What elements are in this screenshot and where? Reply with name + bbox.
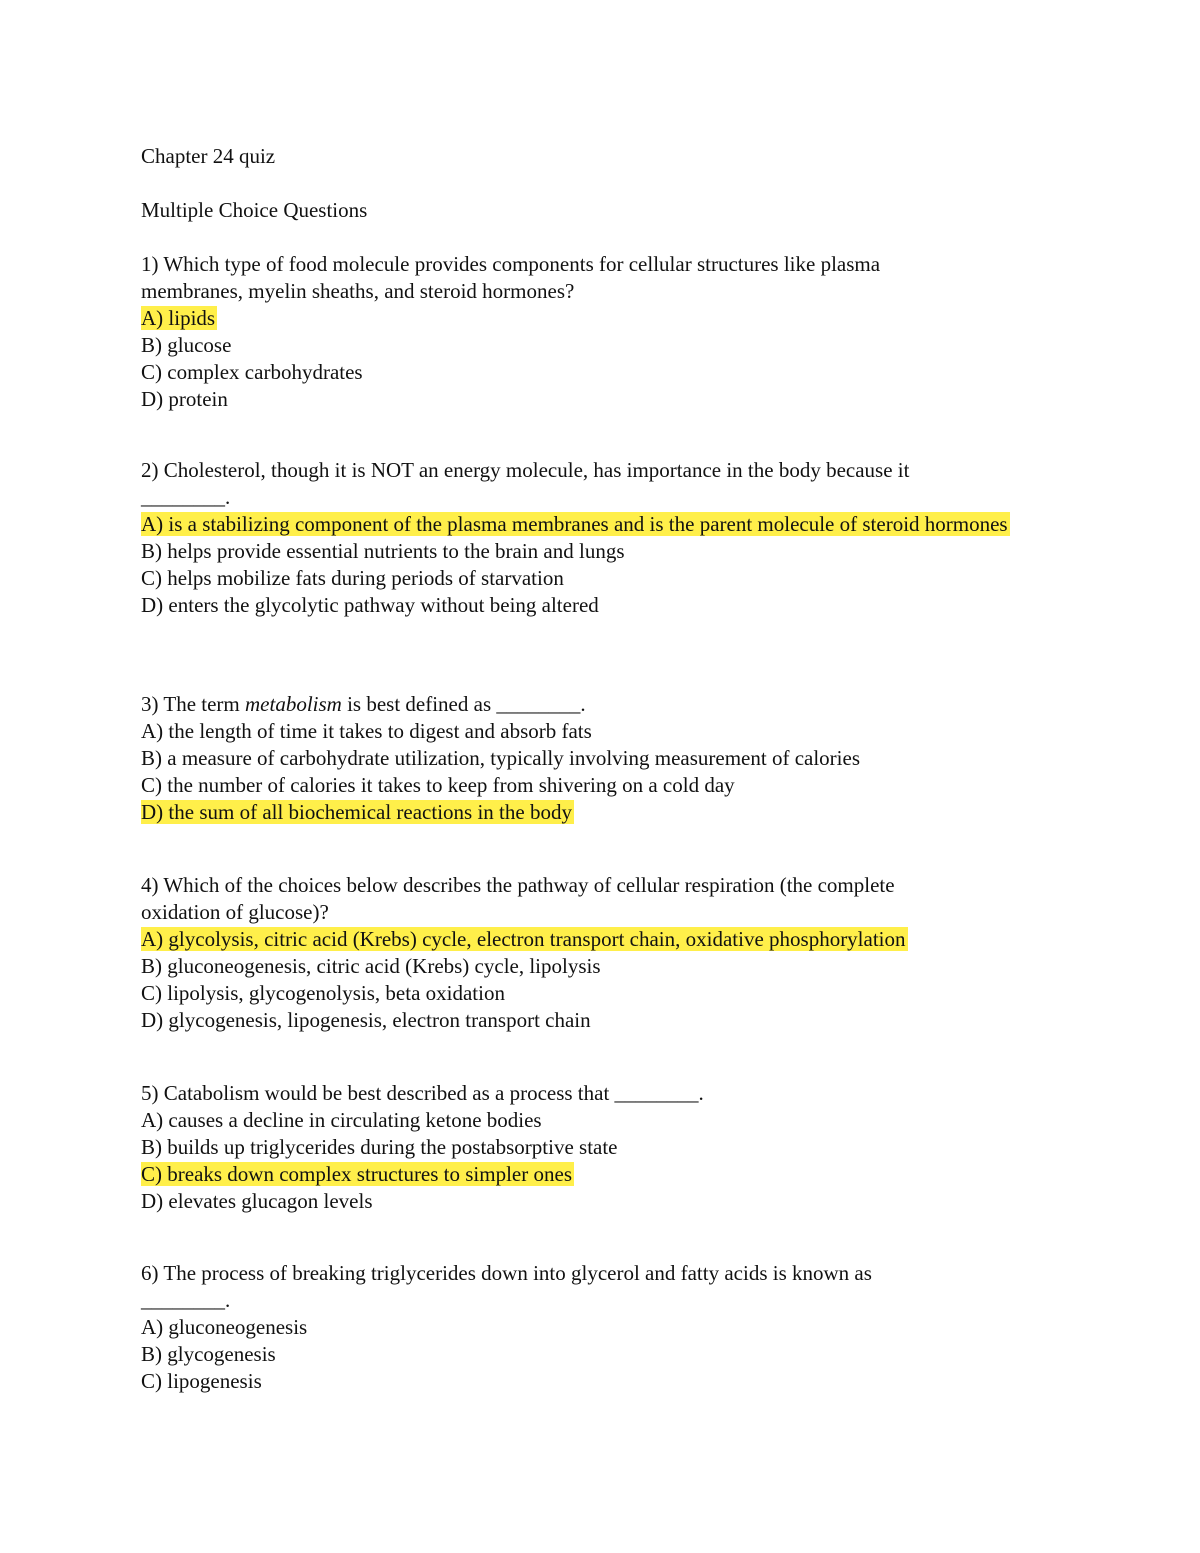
answer-option: C) complex carbohydrates (141, 360, 363, 384)
answer-option: A) the length of time it takes to digest and absorb fats (141, 719, 592, 743)
answer-options (141, 511, 1041, 619)
answer-option: B) builds up triglycerides during the postabsorptive state (141, 1135, 618, 1159)
answer-option: D) elevates glucagon levels (141, 1189, 373, 1213)
section-title: Multiple Choice Questions (141, 198, 368, 222)
answer-option: B) a measure of carbohydrate utilization, typically involving measurement of calories (141, 746, 861, 770)
answer-options (141, 1107, 1041, 1215)
question-6 (141, 1260, 1041, 1395)
answer-options (141, 926, 1041, 1034)
answer-option: B) glucose (141, 333, 232, 357)
question-stem: 1) Which type of food molecule provides components for cellular structures like plasma membranes, myelin sheaths, and steroid hormones? (141, 252, 881, 303)
answer-option: C) lipolysis, glycogenolysis, beta oxidation (141, 981, 505, 1005)
answer-option-correct: A) glycolysis, citric acid (Krebs) cycle, electron transport chain, oxidative phosphorylation (141, 927, 906, 951)
answer-option: C) the number of calories it takes to keep from shivering on a cold day (141, 773, 735, 797)
question-stem-term: metabolism (245, 692, 342, 716)
answer-option: A) causes a decline in circulating ketone bodies (141, 1108, 542, 1132)
question-3 (141, 691, 1041, 826)
question-1 (141, 251, 1041, 413)
answer-options (141, 718, 1041, 826)
answer-option: D) enters the glycolytic pathway without being altered (141, 593, 599, 617)
question-5 (141, 1080, 1041, 1215)
question-stem: 5) Catabolism would be best described as a process that ________. (141, 1081, 704, 1105)
answer-option: C) helps mobilize fats during periods of starvation (141, 566, 564, 590)
question-stem: 6) The process of breaking triglycerides down into glycerol and fatty acids is known as ________. (141, 1261, 872, 1312)
question-stem-prefix: 3) The term (141, 692, 245, 716)
answer-option-correct: A) lipids (141, 306, 216, 330)
answer-option: A) gluconeogenesis (141, 1315, 308, 1339)
question-stem (141, 691, 1041, 718)
answer-option: B) helps provide essential nutrients to the brain and lungs (141, 539, 625, 563)
answer-option: C) lipogenesis (141, 1369, 262, 1393)
answer-option: D) glycogenesis, lipogenesis, electron transport chain (141, 1008, 591, 1032)
question-stem: 4) Which of the choices below describes the pathway of cellular respiration (the complete oxidation of glucose)? (141, 873, 895, 924)
answer-option-correct: C) breaks down complex structures to simpler ones (141, 1162, 572, 1186)
question-stem: 2) Cholesterol, though it is NOT an energy molecule, has importance in the body because it ________. (141, 458, 910, 509)
question-4 (141, 872, 1041, 1034)
answer-option: B) gluconeogenesis, citric acid (Krebs) cycle, lipolysis (141, 954, 601, 978)
answer-option-correct: A) is a stabilizing component of the plasma membranes and is the parent molecule of steroid hormones (141, 512, 1008, 536)
answer-options (141, 305, 1041, 413)
answer-options (141, 1314, 1041, 1395)
answer-option-correct: D) the sum of all biochemical reactions in the body (141, 800, 572, 824)
answer-option: B) glycogenesis (141, 1342, 276, 1366)
answer-option: D) protein (141, 387, 228, 411)
question-2 (141, 457, 1041, 619)
document-title: Chapter 24 quiz (141, 144, 276, 168)
question-stem-suffix: is best defined as ________. (341, 692, 586, 716)
